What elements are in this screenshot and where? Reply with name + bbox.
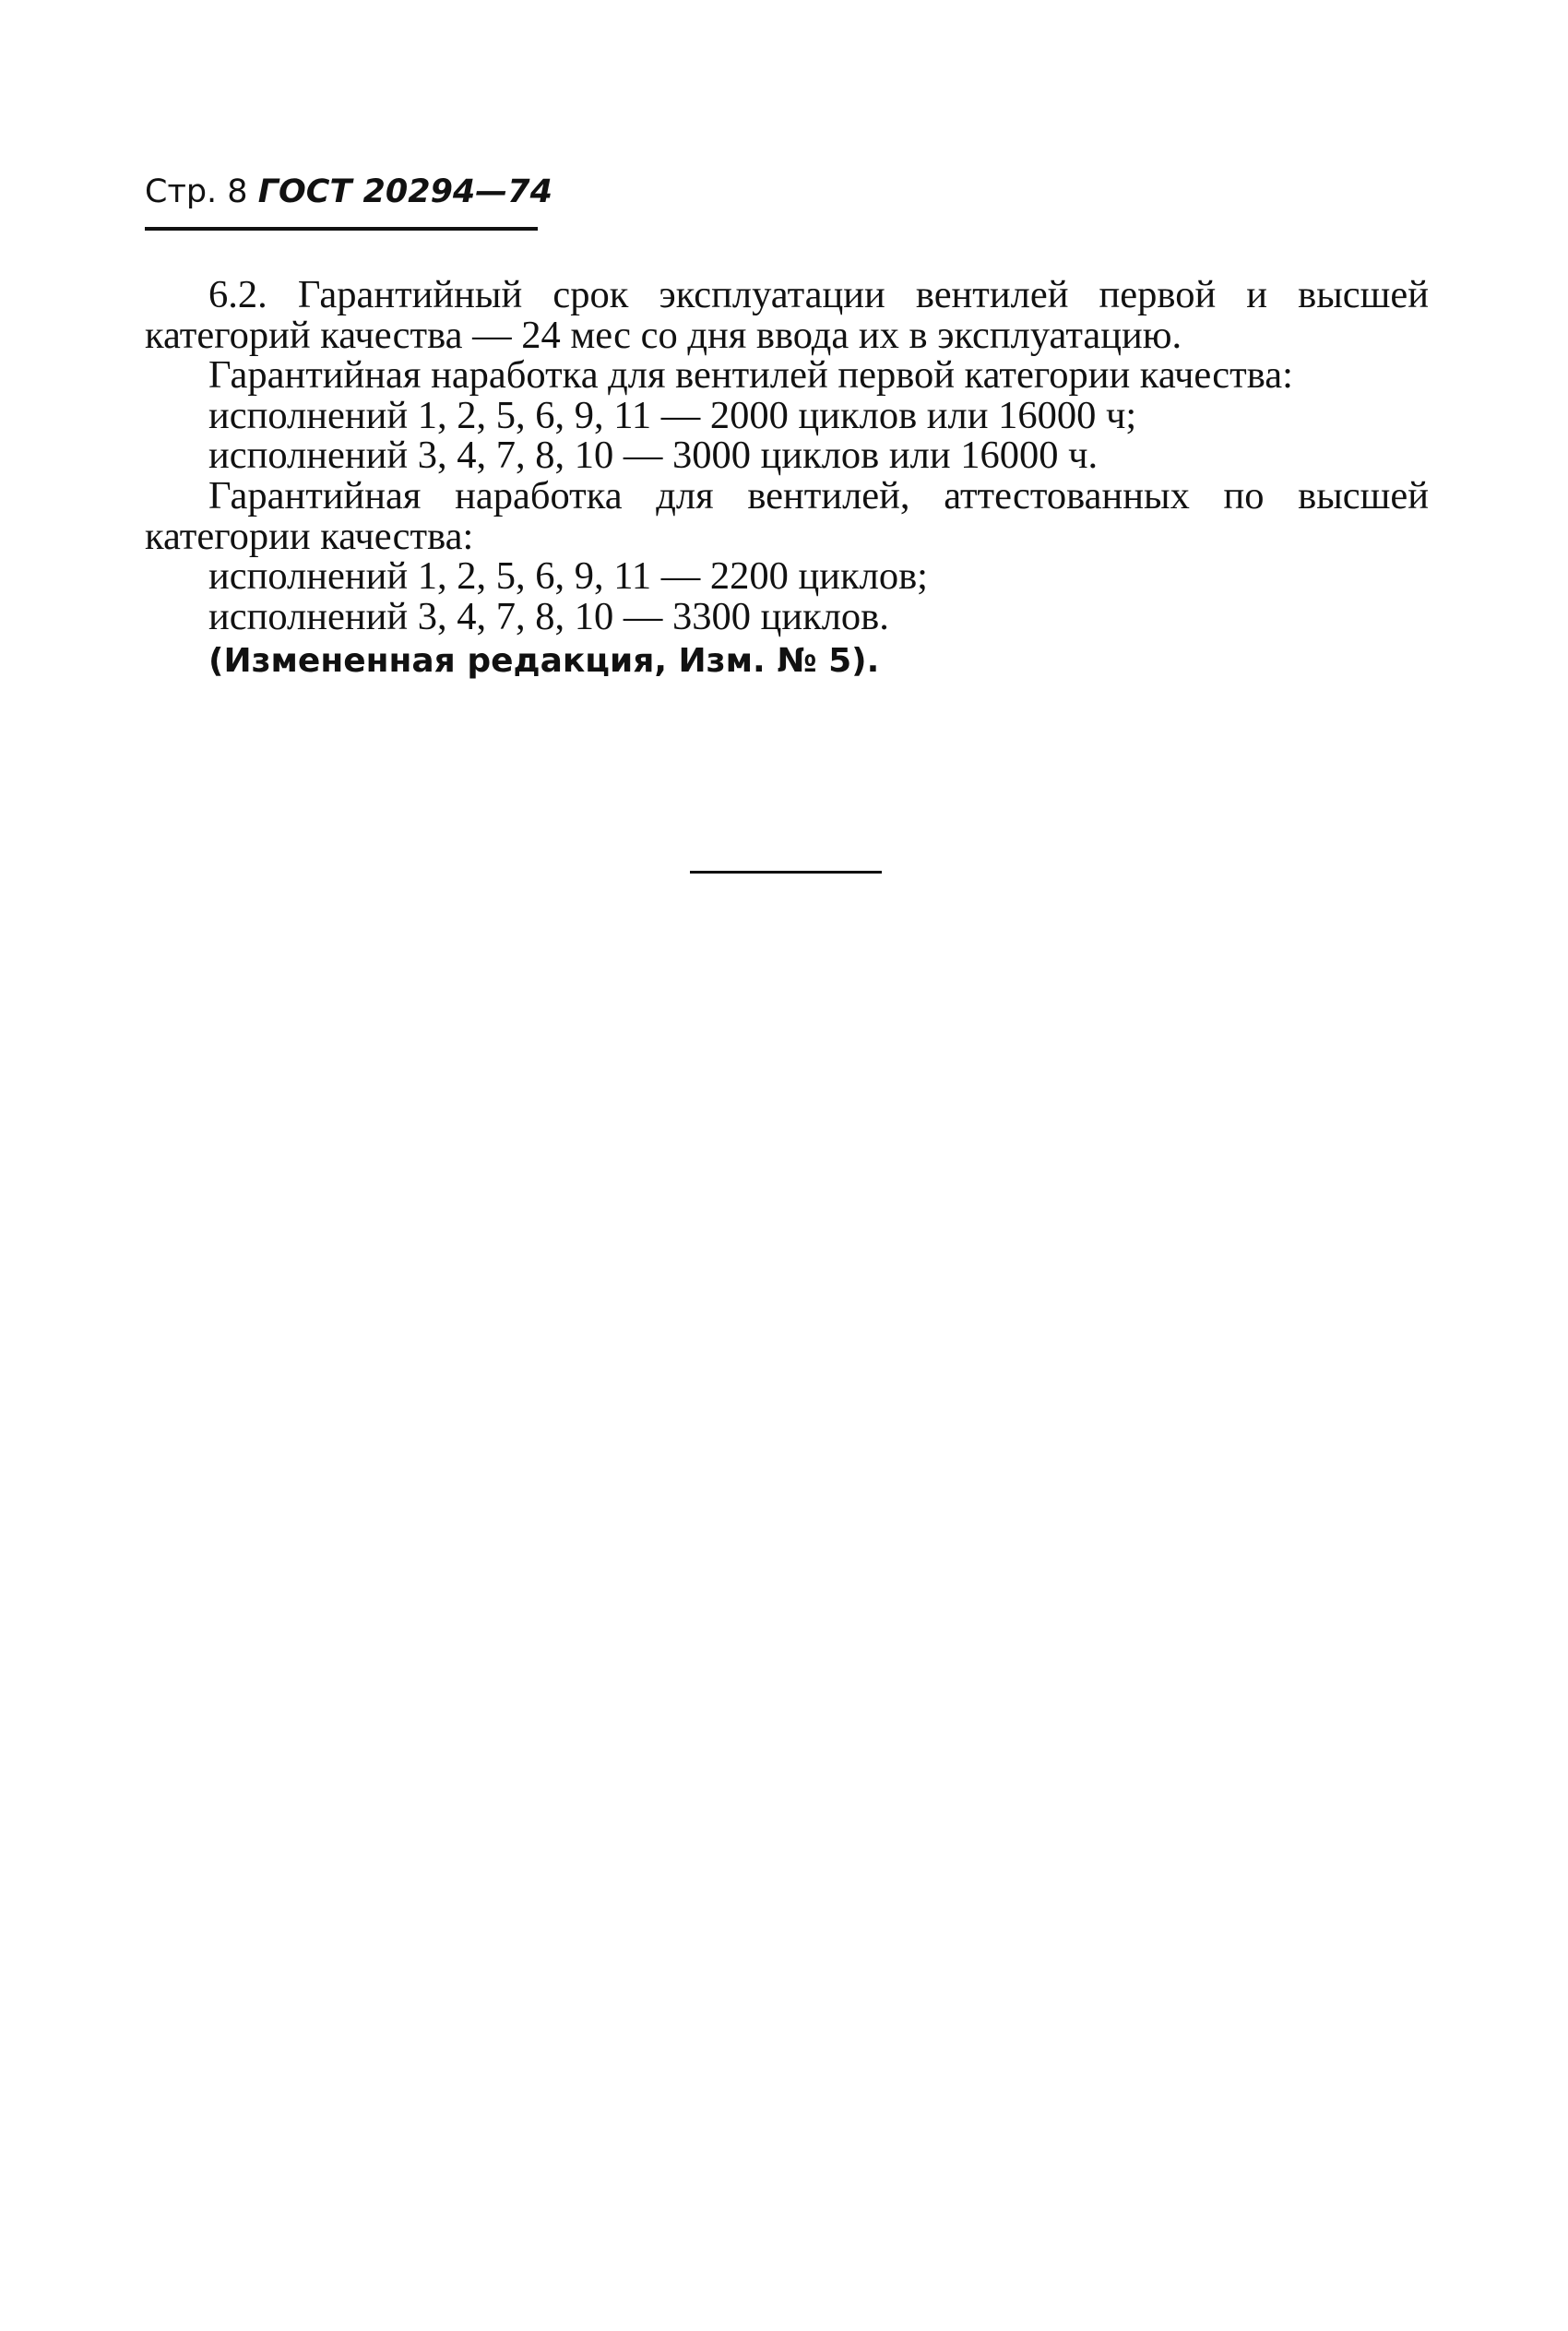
header-underline <box>145 227 538 231</box>
page-number: Стр. 8 <box>145 173 248 210</box>
standard-designation: ГОСТ 20294—74 <box>257 173 552 210</box>
highest-category-item-2: исполнений 3, 4, 7, 8, 10 — 3300 циклов. <box>208 594 889 638</box>
section-text <box>145 275 1429 686</box>
highest-category-paragraph: Гарантийная наработка для вентилей, аттестованных по высшей категории качества: <box>145 473 1429 558</box>
end-divider <box>690 871 882 874</box>
first-category-item-1: исполнений 1, 2, 5, 6, 9, 11 — 2000 циклов или 16000 ч; <box>208 393 1137 437</box>
highest-category-item-1: исполнений 1, 2, 5, 6, 9, 11 — 2200 циклов; <box>208 554 928 599</box>
warranty-period-paragraph: 6.2. Гарантийный срок эксплуатации вентилей первой и высшей категорий качества — 24 мес со дня ввода их в эксплуатацию. <box>145 273 1429 357</box>
first-category-paragraph: Гарантийная наработка для вентилей первой категории качества: <box>208 353 1293 398</box>
first-category-item-2: исполнений 3, 4, 7, 8, 10 — 3000 циклов или 16000 ч. <box>208 434 1099 478</box>
running-header <box>145 172 552 212</box>
amendment-note: (Измененная редакция, Изм. № 5). <box>208 642 880 681</box>
